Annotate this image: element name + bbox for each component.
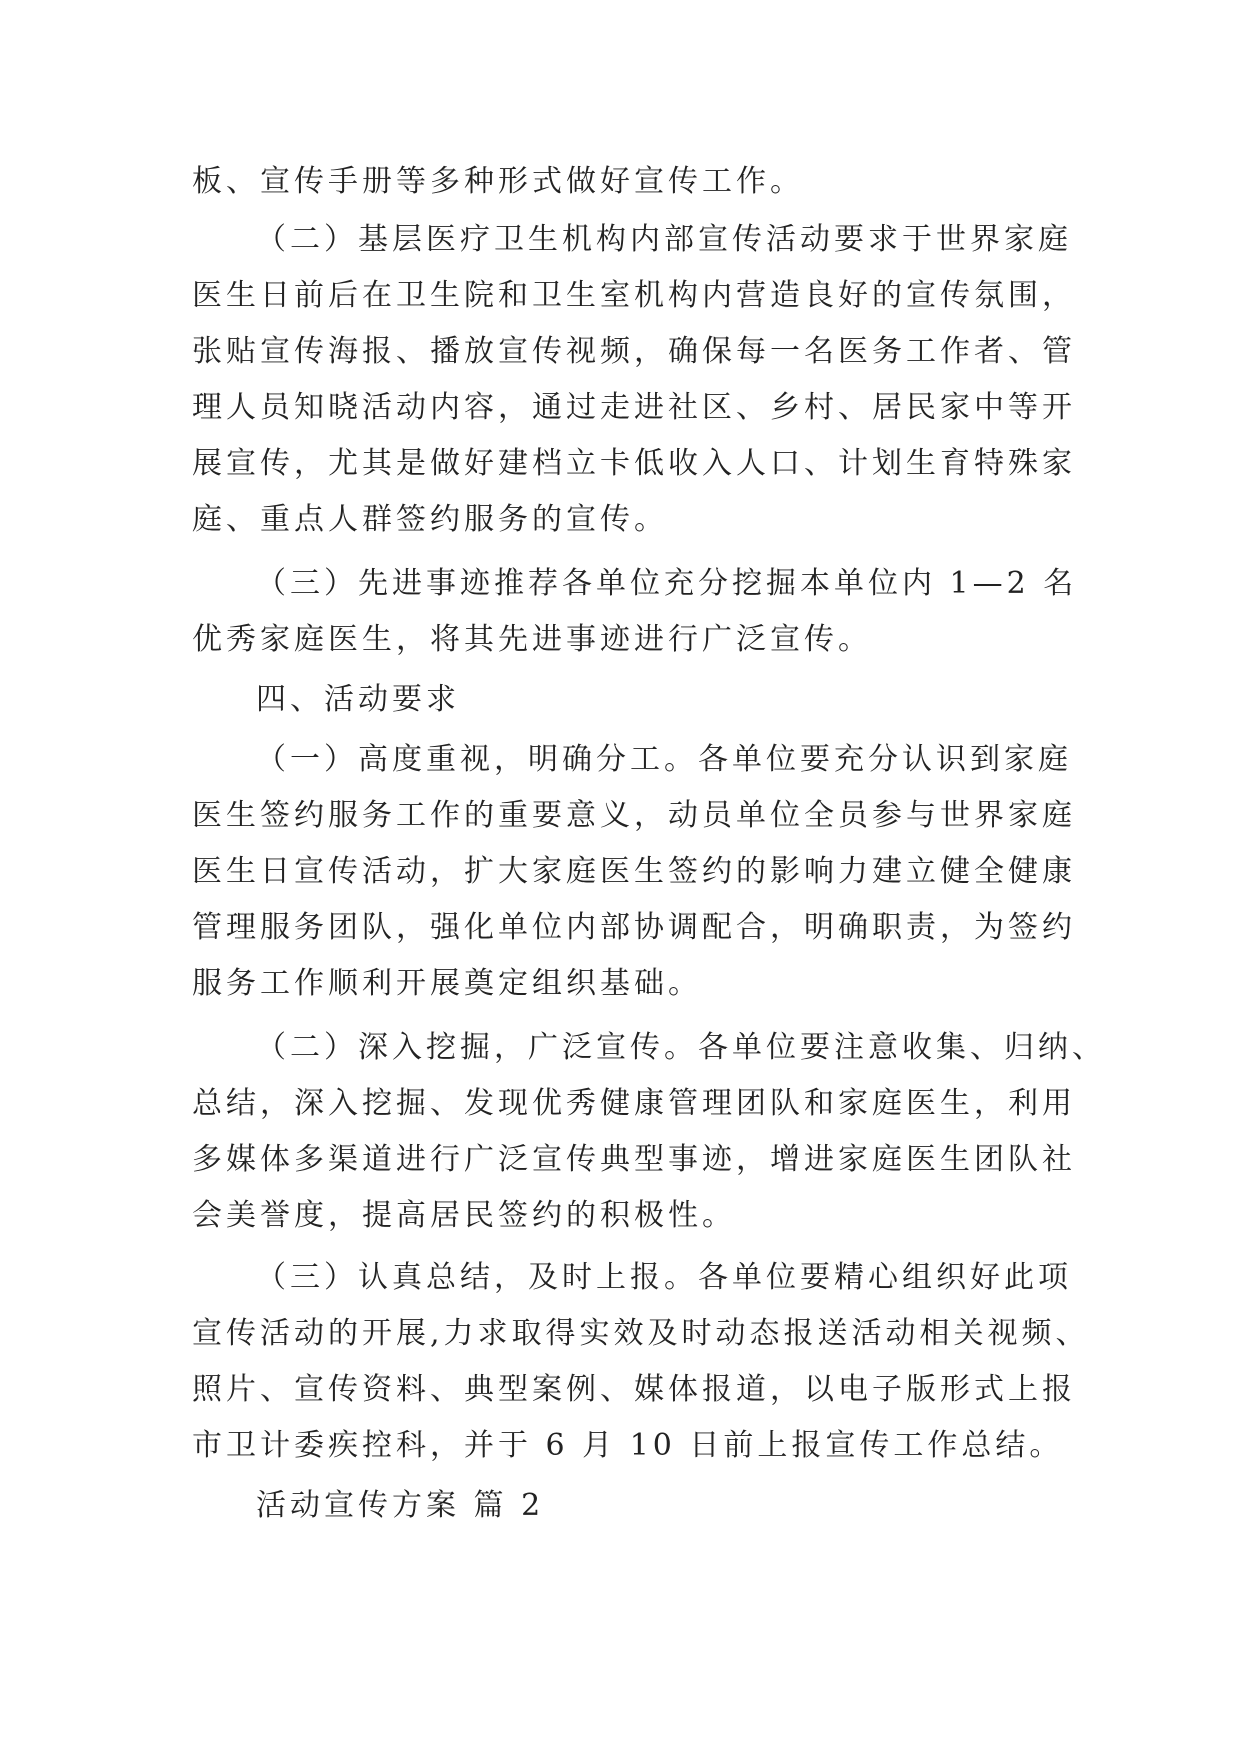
text-line: （三）认真总结，及时上报。各单位要精心组织好此项 bbox=[256, 1260, 1072, 1295]
text-line: 服务工作顺利开展奠定组织基础。 bbox=[192, 966, 702, 1001]
text-line: 庭、重点人群签约服务的宣传。 bbox=[192, 502, 668, 537]
text-line: 多媒体多渠道进行广泛宣传典型事迹，增进家庭医生团队社 bbox=[192, 1142, 1076, 1177]
text-line: 宣传活动的开展,力求取得实效及时动态报送活动相关视频、 bbox=[192, 1316, 1090, 1351]
section-heading: 四、活动要求 bbox=[256, 682, 460, 717]
text-line: 会美誉度，提高居民签约的积极性。 bbox=[192, 1198, 736, 1233]
text-line: 总结，深入挖掘、发现优秀健康管理团队和家庭医生，利用 bbox=[192, 1086, 1076, 1121]
text-line: 照片、宣传资料、典型案例、媒体报道，以电子版形式上报 bbox=[192, 1372, 1076, 1407]
text-line: 优秀家庭医生，将其先进事迹进行广泛宣传。 bbox=[192, 622, 872, 657]
text-line: 市卫计委疾控科，并于 6 月 10 日前上报宣传工作总结。 bbox=[192, 1428, 1064, 1463]
text-line: 理人员知晓活动内容，通过走进社区、乡村、居民家中等开 bbox=[192, 390, 1076, 425]
text-line: 展宣传，尤其是做好建档立卡低收入人口、计划生育特殊家 bbox=[192, 446, 1076, 481]
text-line: 医生日宣传活动，扩大家庭医生签约的影响力建立健全健康 bbox=[192, 854, 1076, 889]
text-line: 医生签约服务工作的重要意义，动员单位全员参与世界家庭 bbox=[192, 798, 1076, 833]
text-line: （三）先进事迹推荐各单位充分挖掘本单位内 1—2 名 bbox=[256, 566, 1078, 601]
text-line: （一）高度重视，明确分工。各单位要充分认识到家庭 bbox=[256, 742, 1072, 777]
text-line: （二）基层医疗卫生机构内部宣传活动要求于世界家庭 bbox=[256, 222, 1072, 257]
section-heading: 活动宣传方案 篇 2 bbox=[256, 1488, 545, 1523]
text-line: 张贴宣传海报、播放宣传视频，确保每一名医务工作者、管 bbox=[192, 334, 1076, 369]
text-line: （二）深入挖掘，广泛宣传。各单位要注意收集、归纳、 bbox=[256, 1030, 1106, 1065]
text-line: 板、宣传手册等多种形式做好宣传工作。 bbox=[192, 164, 804, 199]
text-line: 医生日前后在卫生院和卫生室机构内营造良好的宣传氛围， bbox=[192, 278, 1076, 313]
text-line: 管理服务团队，强化单位内部协调配合，明确职责，为签约 bbox=[192, 910, 1076, 945]
